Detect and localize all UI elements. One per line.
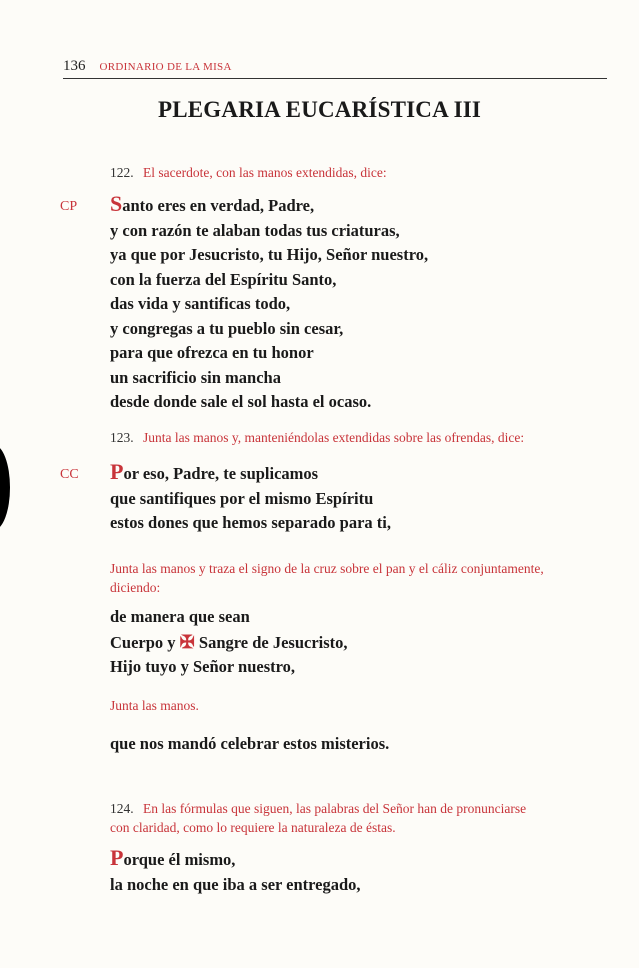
- rubric-text: El sacerdote, con las manos extendidas, dice:: [143, 165, 387, 180]
- drop-initial: S: [110, 191, 123, 216]
- page-edge-shadow: [0, 445, 10, 530]
- prayer-line: que santifiques por el mismo Espíritu: [110, 488, 374, 508]
- margin-label-cp: CP: [60, 199, 78, 214]
- section-title: ORDINARIO DE LA MISA: [99, 61, 232, 73]
- prayer-line: desde donde sale el sol hasta el ocaso.: [110, 392, 372, 411]
- rubric-text: Junta las manos y, manteniéndolas extendidas sobre las ofrendas, dice:: [143, 430, 525, 445]
- prayer-line: y con razón te alaban todas tus criaturas,: [110, 220, 400, 240]
- prayer-line: y congregas a tu pueblo sin cesar,: [110, 318, 344, 338]
- prayer-line: estos dones que hemos separado para ti,: [110, 513, 391, 532]
- page-title: PLEGARIA EUCARÍSTICA III: [157, 97, 482, 122]
- rubric-number: 122.: [110, 165, 134, 180]
- rubric-text: con claridad, como lo requiere la naturaleza de éstas.: [110, 820, 396, 835]
- prayer-line: Por eso, Padre, te suplicamos: [110, 459, 319, 484]
- prayer-line: de manera que sean: [110, 607, 250, 626]
- prayer-santo-eres: [110, 192, 610, 415]
- drop-initial: P: [110, 845, 124, 870]
- drop-initial: P: [110, 459, 124, 484]
- rubric-line: Junta las manos y traza el signo de la cruz sobre el pan y el cáliz conjuntamente,: [110, 561, 544, 576]
- rubric-join-hands: Junta las manos.: [110, 698, 199, 713]
- prayer-por-eso: [110, 460, 610, 536]
- rubric-123: [110, 428, 610, 447]
- prayer-line: que nos mandó celebrar estos misterios.: [110, 734, 390, 753]
- prayer-line: Cuerpo y ✠ Sangre de Jesucristo,: [110, 631, 348, 652]
- prayer-line: un sacrificio sin mancha: [110, 367, 281, 387]
- prayer-line: Porque él mismo,: [110, 845, 236, 870]
- prayer-line: la noche en que iba a ser entregado,: [110, 874, 361, 894]
- prayer-institution: [110, 846, 610, 897]
- rubric-122: [110, 163, 610, 182]
- prayer-line: das vida y santificas todo,: [110, 294, 291, 313]
- rubric-line: diciendo:: [110, 580, 161, 595]
- prayer-line: Santo eres en verdad, Padre,: [110, 191, 315, 216]
- rubric-text: En las fórmulas que siguen, las palabras del Señor han de pronunciarse: [143, 801, 527, 816]
- running-header: [63, 58, 607, 79]
- prayer-mandate: [110, 732, 610, 757]
- cross-icon: ✠: [179, 631, 195, 652]
- prayer-consecration: [110, 605, 610, 680]
- rubric-sign-of-cross: [110, 559, 610, 597]
- rubric-number: 124.: [110, 801, 134, 816]
- prayer-line: Hijo tuyo y Señor nuestro,: [110, 657, 296, 676]
- rubric-number: 123.: [110, 430, 134, 445]
- prayer-line: para que ofrezca en tu honor: [110, 343, 314, 362]
- page-number: 136: [63, 58, 86, 74]
- rubric-124: [110, 799, 610, 837]
- margin-label-cc: CC: [60, 467, 79, 482]
- prayer-line: ya que por Jesucristo, tu Hijo, Señor nuestro,: [110, 245, 429, 264]
- prayer-line: con la fuerza del Espíritu Santo,: [110, 269, 337, 289]
